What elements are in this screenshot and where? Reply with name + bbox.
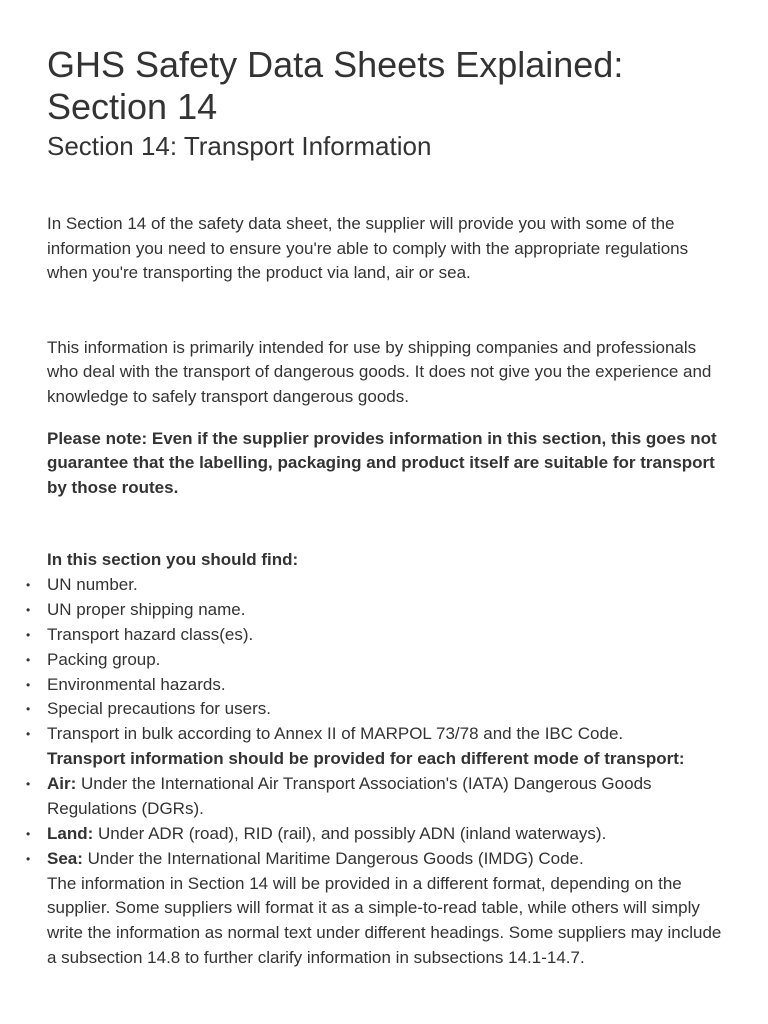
transport-mode-land	[47, 822, 722, 847]
transport-mode-heading: Transport information should be provided for each different mode of transport:	[47, 749, 685, 769]
mode-text-land: Under ADR (road), RID (rail), and possibly ADN (inland waterways).	[93, 824, 607, 843]
list-item: • Environmental hazards.	[47, 673, 722, 698]
find-heading: In this section you should find:	[47, 550, 299, 570]
closing-paragraph: The information in Section 14 will be provided in a different format, depending on the supplier. Some suppliers will format it as a simple-to-read table, while others will simply write the information as normal text under different headings. Some suppliers may include a subsection 14.8 to further clarify information in subsections 14.1-14.7.	[47, 873, 722, 967]
transport-mode-list	[47, 772, 722, 872]
list-item: • Transport in bulk according to Annex II of MARPOL 73/78 and the IBC Code.	[47, 722, 722, 747]
mode-label-air: Air:	[47, 774, 77, 794]
list-item: • UN number.	[47, 573, 722, 598]
list-item: • Transport hazard class(es).	[47, 623, 722, 648]
mode-label-sea: Sea:	[47, 848, 83, 868]
mode-label-land: Land:	[47, 824, 94, 843]
section-subtitle: Section 14: Transport Information	[47, 131, 432, 161]
find-list	[47, 573, 722, 747]
purpose-paragraph: This information is primarily intended for use by shipping companies and professionals who deal with the transport of dangerous goods. It does not give you the experience and knowledge to safely transport dangerous goods.	[47, 337, 712, 406]
page-title: GHS Safety Data Sheets Explained: Section 14	[47, 44, 624, 127]
mode-text-air: Under the International Air Transport Association's (IATA) Dangerous Goods Regulations (DGRs).	[47, 774, 652, 819]
list-item: • UN proper shipping name.	[47, 598, 722, 623]
list-item: • Packing group.	[47, 648, 722, 673]
list-item: • Special precautions for users.	[47, 697, 722, 722]
note-paragraph: Please note: Even if the supplier provides information in this section, this goes not guarantee that the labelling, packaging and product itself are suitable for transport by those routes.	[47, 428, 717, 497]
transport-mode-sea	[47, 847, 722, 872]
intro-paragraph: In Section 14 of the safety data sheet, the supplier will provide you with some of the information you need to ensure you're able to comply with the appropriate regulations when you're transporting the product via land, air or sea.	[47, 214, 689, 283]
transport-mode-air	[47, 772, 722, 822]
mode-text-sea: Under the International Maritime Dangerous Goods (IMDG) Code.	[82, 848, 584, 868]
